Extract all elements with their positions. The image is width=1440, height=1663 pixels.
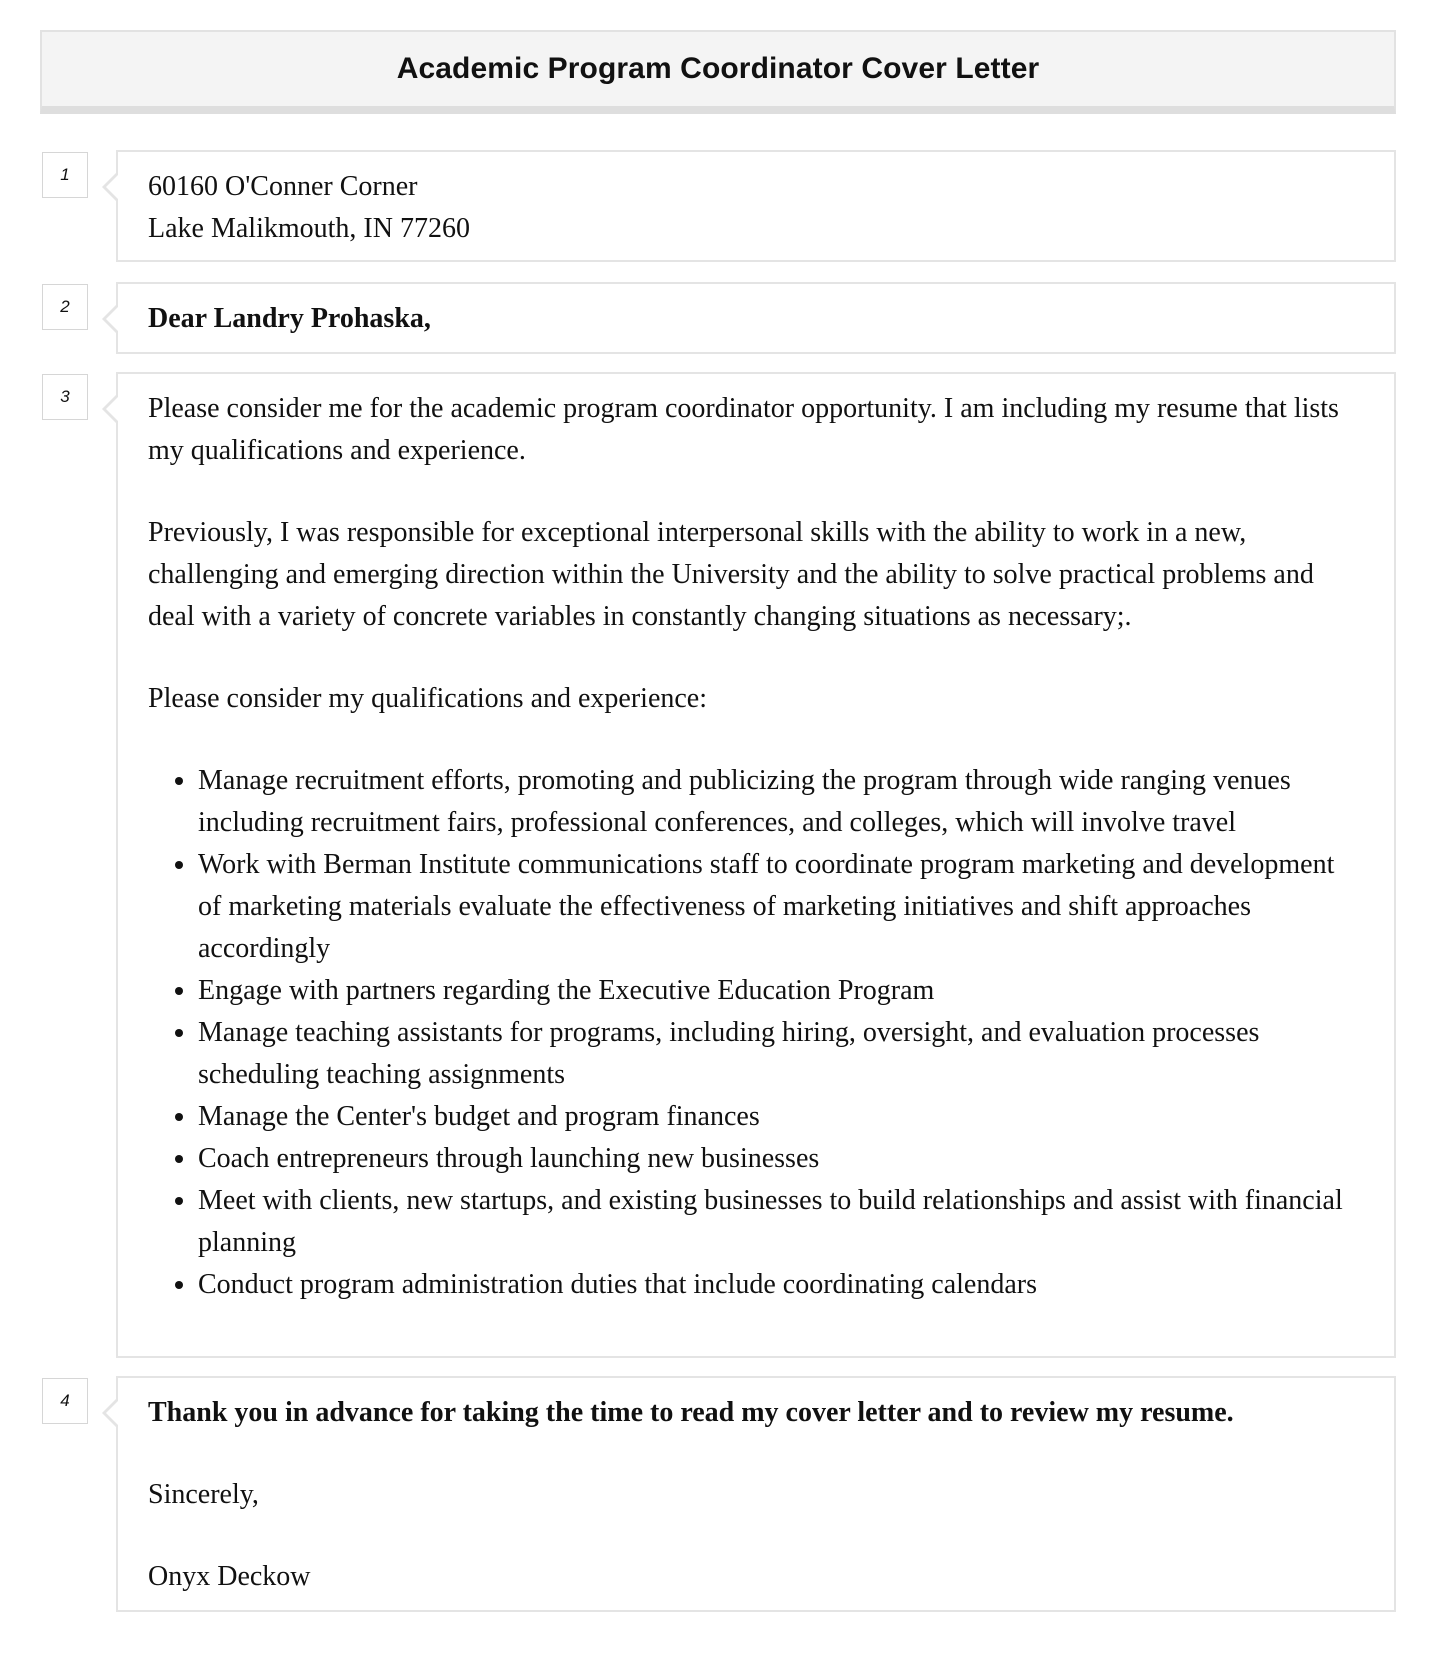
signature-text: Onyx Deckow <box>148 1561 311 1592</box>
closing-text: Sincerely, <box>148 1479 259 1510</box>
list-item: • Coach entrepreneurs through launching new businesses <box>198 1138 1364 1180</box>
previous-paragraph: Previously, I was responsible for exceptional interpersonal skills with the ability to work in a new, challenging and emerging direction within the University and the ability to solve practical problems and deal with a variety of concrete variables in constantly changing situations as necessary;. <box>148 517 1314 632</box>
list-item: • Meet with clients, new startups, and existing businesses to build relationships and assist with financial planning <box>198 1180 1364 1264</box>
body-block <box>116 372 1396 1358</box>
closing-block <box>116 1376 1396 1612</box>
section-number: 2 <box>42 284 88 330</box>
address-block <box>116 150 1396 262</box>
greeting-block <box>116 282 1396 354</box>
address-line-2: Lake Malikmouth, IN 77260 <box>148 213 470 244</box>
lead-in-paragraph: Please consider my qualifications and experience: <box>148 683 708 714</box>
address-line-1: 60160 O'Conner Corner <box>148 171 418 202</box>
list-item: • Work with Berman Institute communications staff to coordinate program marketing and development of marketing materials evaluate the effectiveness of marketing initiatives and shift approaches accordingly <box>198 844 1364 970</box>
intro-paragraph: Please consider me for the academic program coordinator opportunity. I am including my resume that lists my qualifications and experience. <box>148 393 1339 466</box>
page-header <box>40 30 1396 114</box>
thanks-text: Thank you in advance for taking the time to read my cover letter and to review my resume. <box>148 1397 1234 1428</box>
section-number: 1 <box>42 152 88 198</box>
list-item: • Manage teaching assistants for programs, including hiring, oversight, and evaluation processes scheduling teaching assignments <box>198 1012 1364 1096</box>
list-item: • Conduct program administration duties that include coordinating calendars <box>198 1264 1364 1306</box>
list-item: • Engage with partners regarding the Executive Education Program <box>198 970 1364 1012</box>
list-item: • Manage the Center's budget and program finances <box>198 1096 1364 1138</box>
list-item: • Manage recruitment efforts, promoting and publicizing the program through wide ranging venues including recruitment fairs, professional conferences, and colleges, which will involve travel <box>198 760 1364 844</box>
qualifications-list <box>148 760 1364 1306</box>
section-number: 4 <box>42 1378 88 1424</box>
page-title: Academic Program Coordinator Cover Letter <box>396 52 1040 85</box>
section-number: 3 <box>42 374 88 420</box>
greeting-text: Dear Landry Prohaska, <box>148 303 431 334</box>
